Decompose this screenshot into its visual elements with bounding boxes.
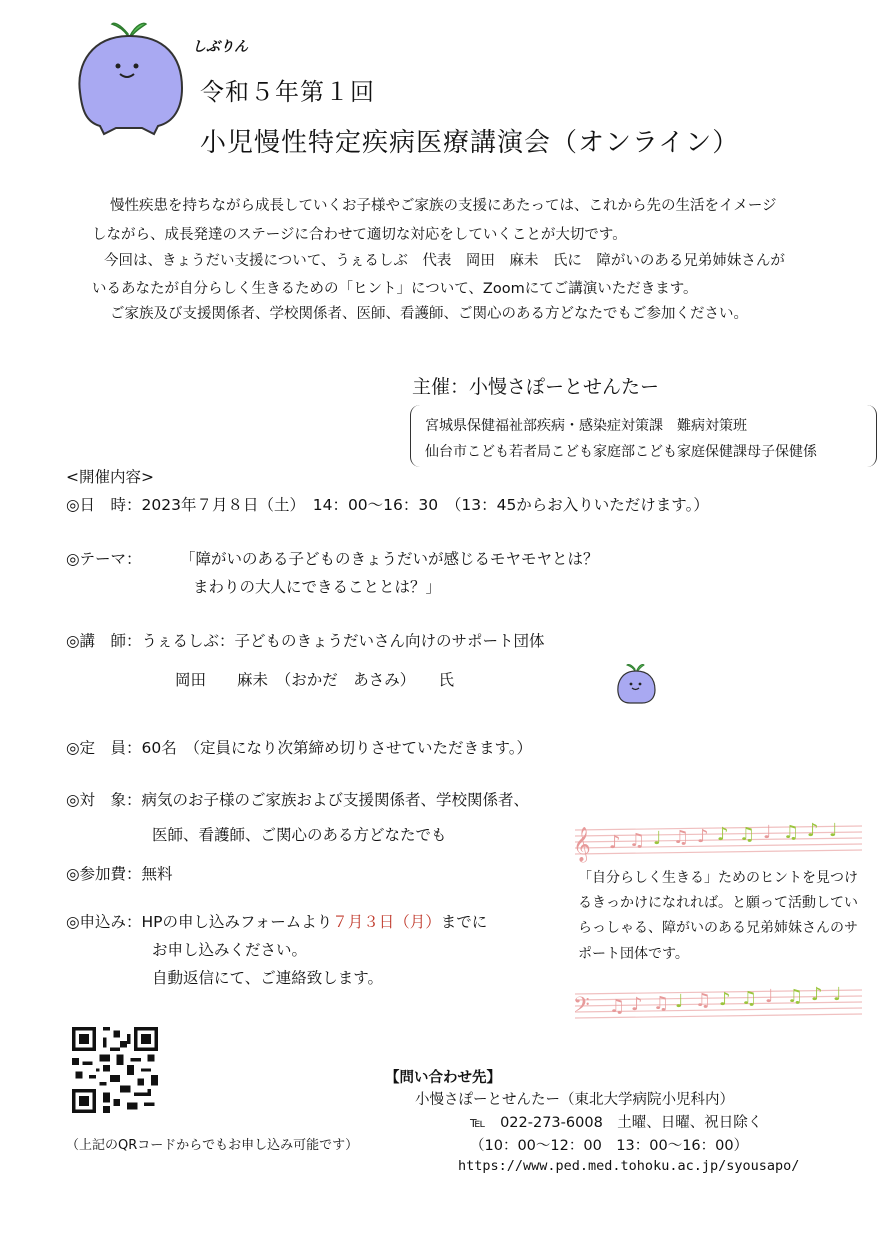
contact-heading: 【問い合わせ先】 [385,1070,501,1086]
apply-line-3: 自動返信にて、ご連絡致します。 [152,969,383,987]
svg-text:♫: ♫ [741,988,758,1009]
apply-text-b: までに [440,913,488,931]
contact-phone: ℡ 022-273-6008 土曜、日曜、祝日除く [470,1115,763,1131]
theme-line-2: まわりの大人にできることとは？」 [193,578,442,596]
contact-url-link[interactable]: https://www.ped.med.tohoku.ac.jp/syousapo/ [458,1158,800,1174]
contact-hours: （10：00～12：00 13：00～16：00） [470,1138,749,1154]
theme-line-1: 「障がいのある子どものきょうだいが感じるモヤモヤとは？ [180,550,599,568]
svg-text:♩: ♩ [765,986,774,1007]
page-title: 小児慢性特定疾病医療講演会（オンライン） [200,128,740,158]
theme-label: ◎テーマ： [66,550,142,568]
host-label: 主催：小慢さぽーとせんたー [412,376,660,398]
mascot-name: しぶりん [192,39,248,55]
small-mascot-illustration [612,660,660,708]
svg-text:♫: ♫ [673,827,690,848]
svg-text:𝄢: 𝄢 [573,993,590,1023]
intro-line-4: いるあなたが自分らしく生きるための「ヒント」について、Zoomにてご講演いただきます。 [92,281,698,297]
intro-line-2: しながら、成長発達のステージに合わせて適切な対応をしていくことが大切です。 [92,227,627,243]
co-host-1: 宮城県保健福祉部疾病・感染症対策課 難病対策班 [425,418,747,434]
mascot-illustration [70,16,190,138]
apply-line-2: お申し込みください。 [152,941,308,959]
fee: ◎参加費：無料 [66,865,173,883]
svg-text:♫: ♫ [787,986,804,1007]
qr-code[interactable] [72,1027,158,1113]
svg-text:♫: ♫ [783,822,800,843]
svg-text:♫: ♫ [609,996,626,1017]
co-host-2: 仙台市こども若者局こども家庭部こども家庭保健課母子保健係 [425,444,817,460]
svg-text:♫: ♫ [629,830,646,851]
svg-text:♪: ♪ [697,826,709,847]
svg-text:♫: ♫ [739,824,756,845]
lecturer-description: 「自分らしく生きる」ためのヒントを見つけるきっかけになれれば。と願って活動していらっしゃる、障がいのある兄弟姉妹さんのサポート団体です。 [578,870,858,962]
svg-text:♩: ♩ [833,984,842,1005]
svg-text:♪: ♪ [811,984,823,1005]
qr-caption: （上記のQRコードからでもお申し込み可能です） [66,1138,359,1153]
capacity: ◎定 員：60名 （定員になり次第締め切りさせていただきます。） [66,739,533,757]
intro-line-1: 慢性疾患を持ちながら成長していくお子様やご家族の支援にあたっては、これから先の生活をイメージ [110,198,777,214]
event-datetime: ◎日 時：2023年７月８日（土） 14：00～16：30 （13：45からお入りいただけます。） [66,496,709,514]
svg-text:𝄞: 𝄞 [573,827,591,862]
lecturer-name: 岡田 麻未 （おかだ あさみ） 氏 [175,671,455,689]
svg-text:♪: ♪ [719,989,731,1010]
svg-text:♩: ♩ [675,991,684,1012]
svg-text:♪: ♪ [717,824,729,845]
event-edition: 令和５年第１回 [200,78,375,106]
intro-line-5: ご家族及び支援関係者、学校関係者、医師、看護師、ご関心のある方どなたでもご参加ください。 [110,306,748,322]
contact-org: 小慢さぽーとせんたー（東北大学病院小児科内） [415,1092,734,1108]
target-line-1: ◎対 象：病気のお子様のご家族および支援関係者、学校関係者、 [66,791,530,809]
target-line-2: 医師、看護師、ご関心のある方どなたでも [152,826,447,844]
apply-deadline: ７月３日（月） [332,913,441,931]
lecturer-org: ◎講 師：うぇるしぶ：子どものきょうだいさん向けのサポート団体 [66,632,545,650]
apply-text-a: ◎申込み：HPの申し込みフォームより [66,913,333,931]
svg-text:♩: ♩ [763,822,772,843]
intro-line-3: 今回は、きょうだい支援について、うぇるしぶ 代表 岡田 麻未 氏に 障がいのある兄弟姉妹さんが [104,253,785,269]
svg-text:♫: ♫ [695,990,712,1011]
svg-text:♩: ♩ [829,820,838,841]
svg-text:♪: ♪ [807,820,819,841]
svg-text:♪: ♪ [609,832,621,853]
apply-line-1 [66,910,487,932]
details-heading: <開催内容> [66,468,154,486]
svg-text:♪: ♪ [631,994,643,1015]
music-staff-top [567,816,867,864]
music-staff-bottom [567,980,867,1028]
svg-text:♫: ♫ [653,993,670,1014]
svg-text:♩: ♩ [653,828,662,849]
